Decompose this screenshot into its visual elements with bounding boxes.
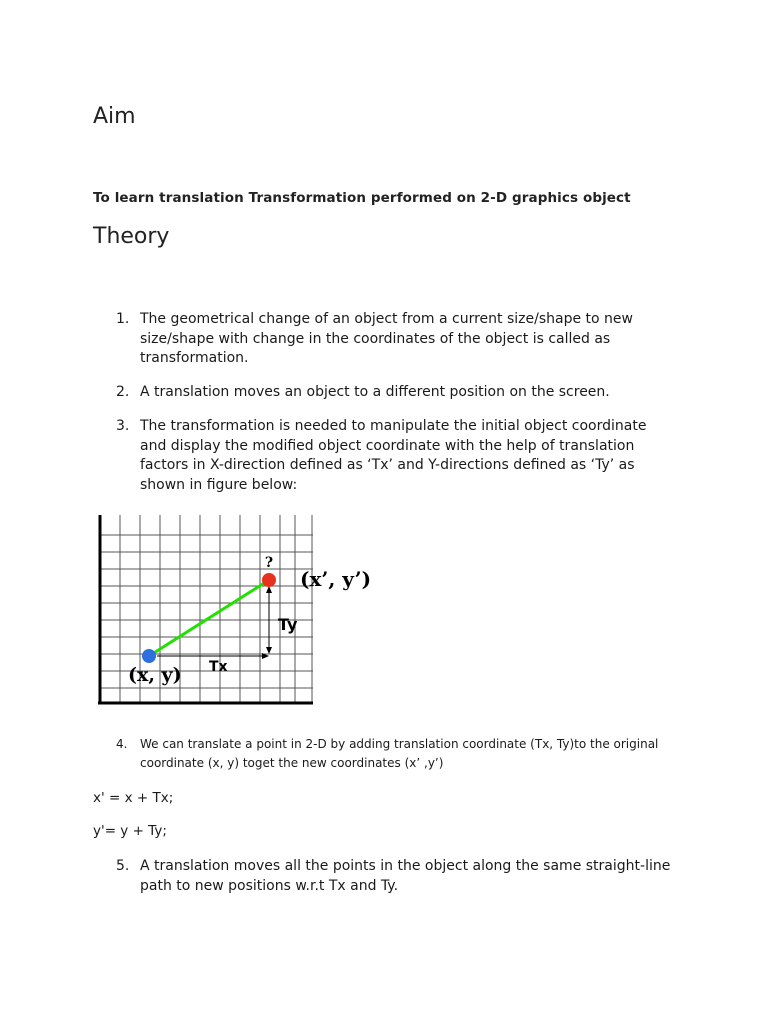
aim-heading: Aim: [93, 104, 136, 129]
equation-x: x' = x + Tx;: [93, 790, 174, 806]
list-item-1: [116, 310, 676, 369]
list-number: 5.: [116, 858, 130, 874]
list-text: We can translate a point in 2-D by adding translation coordinate (Tx, Ty)to the original coordinate (x, y) toget the new coordinates (x’ ,y’): [140, 737, 659, 770]
list-text: A translation moves all the points in the object along the same straight-line path to new positions w.r.t Tx and Ty.: [140, 858, 671, 894]
translation-figure: [93, 510, 383, 710]
question-mark-label: ?: [264, 555, 274, 571]
translation-path-line: [149, 580, 269, 656]
equation-y: y'= y + Ty;: [93, 823, 167, 839]
list-text: A translation moves an object to a different position on the screen.: [140, 384, 610, 400]
ty-label: Ty: [278, 615, 298, 634]
translation-diagram: [93, 510, 383, 710]
original-point: [142, 649, 156, 663]
list-item-4: [116, 735, 676, 772]
list-number: 3.: [116, 418, 130, 434]
list-item-3: [116, 417, 676, 495]
list-number: 2.: [116, 384, 130, 400]
list-item-2: [116, 383, 676, 403]
tx-label: Tx: [209, 659, 228, 675]
list-item-5: [116, 857, 676, 896]
translated-point: [262, 573, 276, 587]
list-text: The geometrical change of an object from a current size/shape to new size/shape with change in the coordinates of the object is called as transformation.: [140, 311, 633, 366]
list-number: 4.: [116, 737, 128, 751]
new-point-label: (x’, y’): [300, 567, 372, 591]
original-point-label: (x, y): [128, 664, 182, 686]
list-text: The transformation is needed to manipulate the initial object coordinate and display the modified object coordinate with the help of translation factors in X-direction defined as ‘Tx’ and Y-directions defined as ‘Ty’ as shown in figure below:: [140, 418, 647, 493]
theory-heading: Theory: [93, 224, 170, 249]
aim-text: To learn translation Transformation performed on 2-D graphics object: [93, 190, 631, 206]
list-number: 1.: [116, 311, 130, 327]
